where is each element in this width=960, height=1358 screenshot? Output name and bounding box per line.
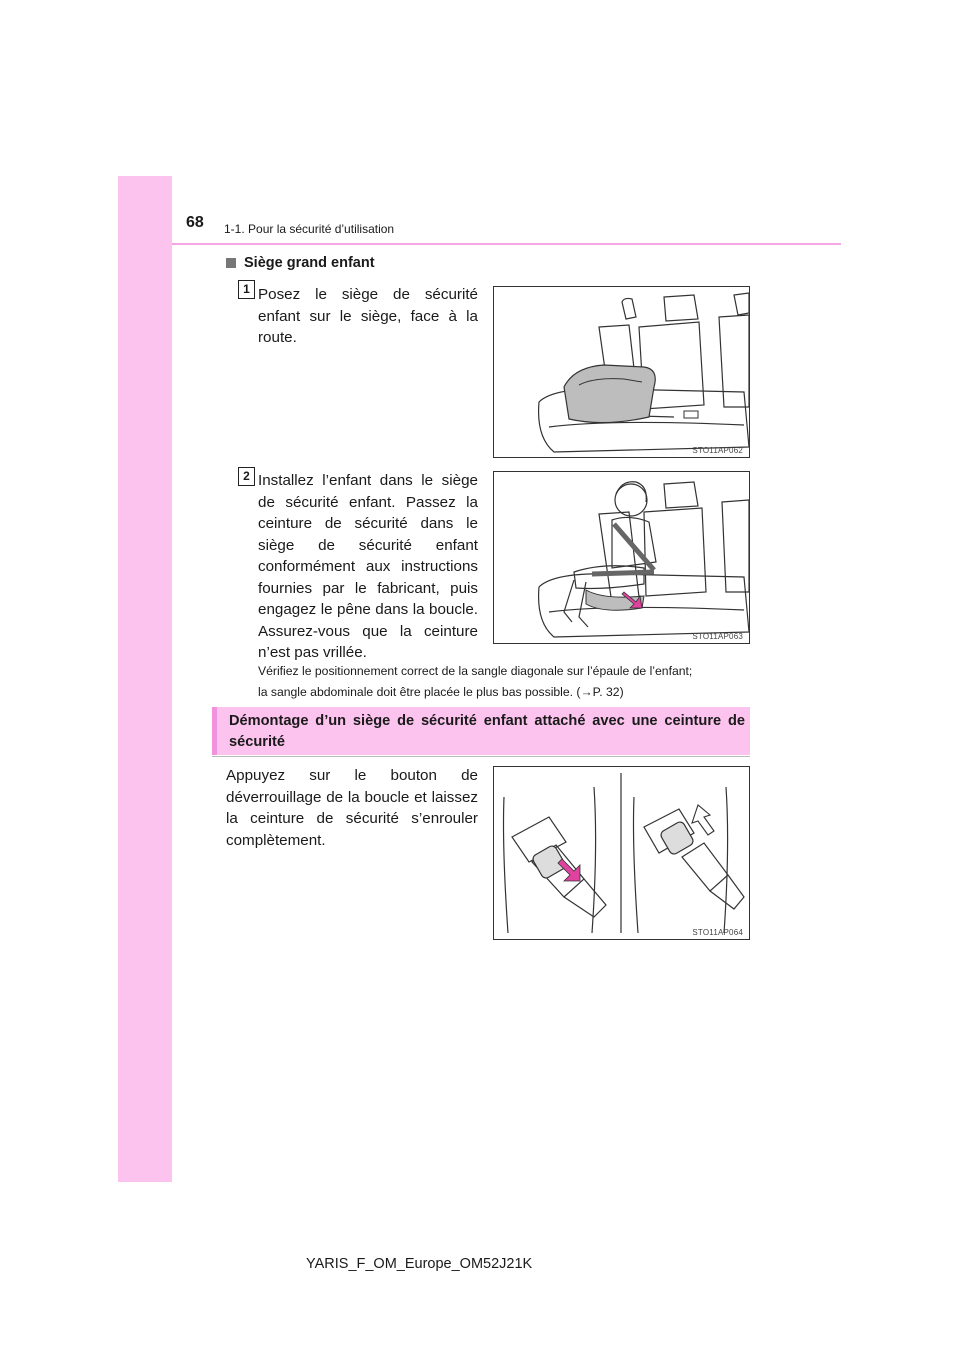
image-code: STO11AP062 [692, 446, 743, 455]
note-line-1: Vérifiez le positionnement correct de la sangle diagonale sur l’épaule de l’enfant; [258, 664, 693, 678]
booster-seat-drawing [494, 287, 749, 457]
side-tab-band [118, 176, 172, 1182]
header-rule [172, 243, 841, 245]
removal-section-header [212, 707, 750, 755]
square-bullet-icon [226, 258, 236, 268]
buckle-release-drawing [494, 767, 749, 939]
note-line-2: la sangle abdominale doit être placée le plus bas possible. (→P. 32) [258, 685, 624, 699]
running-head: 1-1. Pour la sécurité d’utilisation [224, 222, 395, 236]
child-booster-drawing [494, 472, 749, 643]
removal-text: Appuyez sur le bouton de déverrouillage de la boucle et laissez la ceinture de sécurité s’enrouler complètement. [226, 767, 478, 849]
illustration-child-in-booster [493, 471, 750, 644]
section-header-rule [212, 756, 750, 757]
page-number: 68 [186, 214, 204, 231]
step-2-text: Installez l’enfant dans le siège de sécurité enfant. Passez la ceinture de sécurité dans le siège de sécurité enfant conformément aux instructions fournies par le fabricant, puis engagez le pêne dans la boucle. Assurez-vous que la ceinture n’est pas vrillée. [258, 472, 478, 661]
section-title: Siège grand enfant [244, 255, 375, 271]
step-1-text: Posez le siège de sécurité enfant sur le siège, face à la route. [258, 286, 478, 346]
illustration-booster-seat [493, 286, 750, 458]
image-code: STO11AP063 [692, 632, 743, 641]
footer-doc-code: YARIS_F_OM_Europe_OM52J21K [306, 1256, 533, 1272]
step-number-2: 2 [238, 467, 255, 486]
step-number-1: 1 [238, 280, 255, 299]
image-code: STO11AP064 [692, 928, 743, 937]
note-text [258, 661, 754, 703]
section-heading [226, 255, 375, 271]
illustration-buckle-release [493, 766, 750, 940]
removal-section-title: Démontage d’un siège de sécurité enfant attaché avec une ceinture de sécurité [229, 713, 745, 750]
